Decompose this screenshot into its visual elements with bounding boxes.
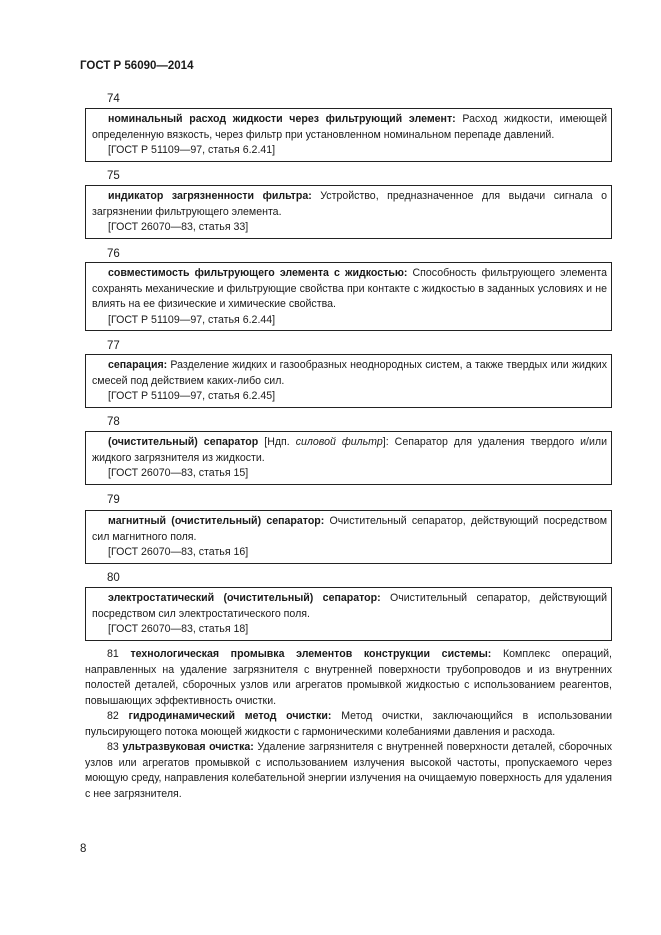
term-box: [85, 510, 612, 564]
term-name: гидродинамический метод очистки:: [128, 710, 332, 722]
term-number: 79: [107, 494, 120, 506]
term-paragraph: [85, 740, 612, 802]
term-definition: [92, 189, 607, 220]
term-number: 82: [107, 710, 129, 722]
term-definition: [92, 435, 607, 466]
term-definition: [92, 358, 607, 389]
term-source: [ГОСТ 26070—83, статья 33]: [108, 221, 249, 233]
definition-text: Устройство, предназначенное для выдачи сигнала о загрязнении фильтрующего элемента.: [92, 190, 607, 218]
document-header: ГОСТ Р 56090—2014: [80, 60, 194, 72]
definition-text: Способность фильтрующего элемента сохранять механические и фильтрующие свойства при контакте с жидкостью в заданных условиях и не влиять на ее физические и химические свойства.: [92, 267, 607, 310]
term-name: совместимость фильтрующего элемента с жидкостью:: [108, 267, 408, 279]
ndp-suffix: ]:: [382, 436, 389, 448]
term-name: сепарация:: [108, 359, 168, 371]
term-box: [85, 108, 612, 162]
definition-text: Метод очистки, заключающийся в использовании пульсирующего потока моющей жидкости с гармоническими колебаниями давления и расхода.: [85, 710, 612, 738]
definition-text: Расход жидкости, имеющей определенную вязкость, через фильтр при установленном номинальном перепаде давлений.: [92, 113, 607, 141]
term-name: магнитный (очистительный) сепаратор:: [108, 515, 325, 527]
term-number: 76: [107, 248, 120, 260]
term-paragraph: [85, 709, 612, 740]
definition-text: Очистительный сепаратор, действующий посредством сил электростатического поля.: [92, 592, 607, 620]
ndp-prefix: [Ндп.: [258, 436, 296, 448]
term-source: [ГОСТ Р 51109—97, статья 6.2.44]: [108, 313, 276, 326]
definition-text: Разделение жидких и газообразных неоднородных систем, а также твердых или жидких смесей под действием каких-либо сил.: [92, 359, 607, 387]
definition-text: Сепаратор для удаления твердого и/или жидкого загрязнителя из жидкости.: [92, 436, 608, 464]
term-definition: [92, 514, 607, 545]
term-definition: [92, 266, 607, 313]
term-number: 83: [107, 741, 123, 753]
definition-text: Очистительный сепаратор, действующий посредством сил магнитного поля.: [92, 515, 607, 543]
term-source: [ГОСТ 26070—83, статья 18]: [108, 623, 249, 635]
term-number: 74: [107, 93, 120, 105]
term-name: индикатор загрязненности фильтра:: [108, 190, 312, 202]
term-source: [ГОСТ 26070—83, статья 16]: [108, 546, 249, 558]
ndp-term: силовой фильтр: [295, 436, 383, 448]
term-number: 81: [107, 648, 131, 660]
term-box: [85, 262, 612, 331]
term-box: [85, 185, 612, 239]
term-name: (очистительный) сепаратор: [108, 436, 259, 448]
term-paragraph: [85, 647, 612, 709]
term-box: [85, 587, 612, 641]
term-source: [ГОСТ 26070—83, статья 15]: [108, 467, 249, 479]
term-box: [85, 354, 612, 408]
term-box: [85, 431, 612, 485]
term-definition: [92, 112, 607, 143]
term-name: электростатический (очистительный) сепаратор:: [108, 592, 381, 604]
plain-terms: [85, 647, 612, 802]
page-number: 8: [80, 843, 87, 855]
term-name: номинальный расход жидкости через фильтрующий элемент:: [108, 113, 456, 125]
term-number: 75: [107, 170, 120, 182]
term-number: 78: [107, 416, 120, 428]
term-source: [ГОСТ Р 51109—97, статья 6.2.41]: [108, 144, 276, 156]
term-name: технологическая промывка элементов конструкции системы:: [130, 648, 492, 660]
term-definition: [92, 591, 607, 622]
term-number: 77: [107, 340, 120, 352]
term-name: ультразвуковая очистка:: [122, 741, 254, 753]
term-number: 80: [107, 572, 120, 584]
definition-text: Удаление загрязнителя с внутренней поверхности деталей, сборочных узлов или агрегатов промывкой с использованием излучения высокой частоты, пропускаемого через моющую среду, направления колебательной энергии излучения на очищаемую поверхность для удаления с нее загрязнителя.: [85, 741, 612, 800]
term-source: [ГОСТ Р 51109—97, статья 6.2.45]: [108, 390, 276, 402]
definition-text: Комплекс операций, направленных на удаление загрязнителя с внутренней поверхности трубопроводов и из внутренних полостей деталей, сборочных узлов или агрегатов промывкой жидкостью с использованием реагентов, повышающих эффективность очистки.: [85, 648, 612, 707]
